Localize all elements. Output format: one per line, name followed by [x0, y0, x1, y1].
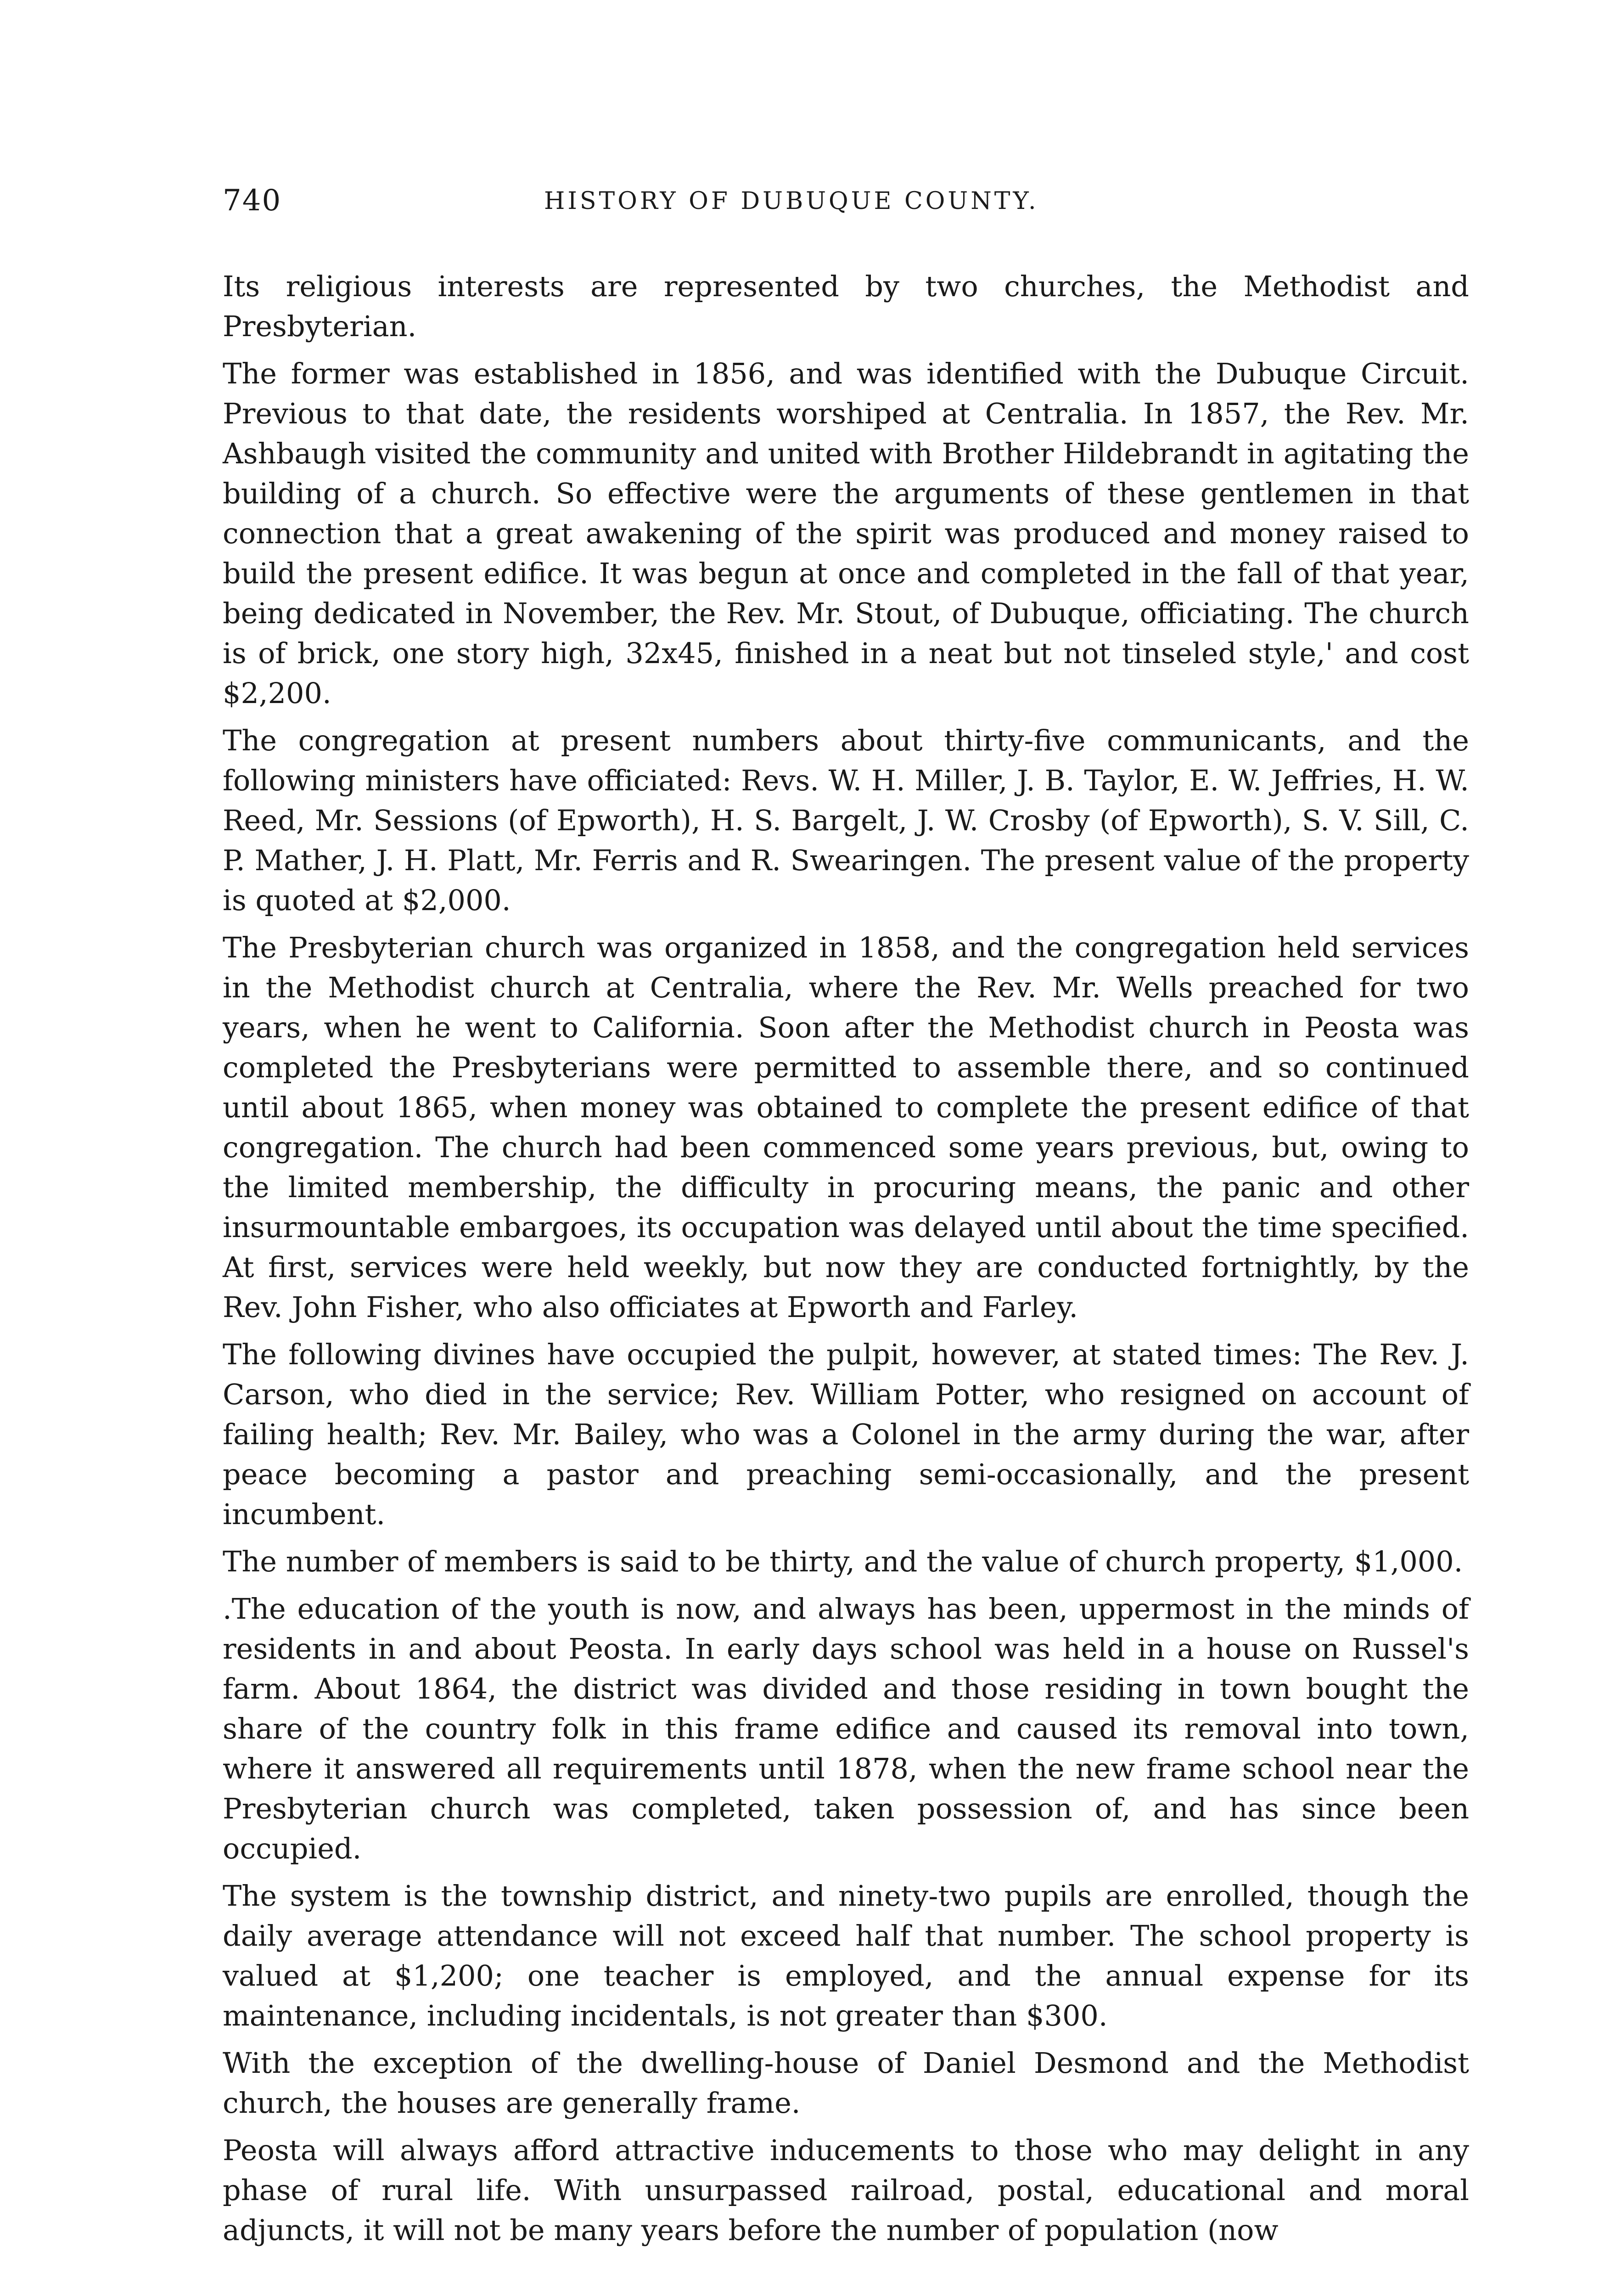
paragraph: .The education of the youth is now, and always has been, uppermost in the minds of residents in and about Peosta. In early days school was held in a house on Russel's farm. About 1864, the district was divided and those residing in town bought the share of the country folk in this frame edifice and caused its removal into town, where it answered all requirements until 1878, when the new frame school near the Presbyterian church was completed, taken possession of, and has since been occupied. [223, 1592, 1469, 1865]
paragraph: Its religious interests are represented by two churches, the Methodist and Presbyterian. [223, 270, 1469, 343]
page-number: 740 [223, 184, 282, 218]
page-header [223, 184, 1469, 239]
paragraph: The Presbyterian church was organized in 1858, and the congregation held services in the Methodist church at Centralia, where the Rev. Mr. Wells preached for two years, when he went to California. Soon after the Methodist church in Peosta was completed the Presbyterians were permitted to assemble there, and so continued until about 1865, when money was obtained to complete the present edifice of that congregation. The church had been commenced some years previous, but, owing to the limited membership, the difficulty in procuring means, the panic and other insurmountable embargoes, its occupation was delayed until about the time specified. At first, services were held weekly, but now they are conducted fortnightly, by the Rev. John Fisher, who also officiates at Epworth and Farley. [223, 931, 1469, 1324]
page [223, 184, 1469, 2257]
paragraph: The former was established in 1856, and was identified with the Dubuque Circuit. Previous to that date, the residents worshiped at Centralia. In 1857, the Rev. Mr. Ashbaugh visited the community and united with Brother Hildebrandt in agitating the building of a church. So effective were the arguments of these gentlemen in that connection that a great awakening of the spirit was produced and money raised to build the present edifice. It was begun at once and completed in the fall of that year, being dedicated in November, the Rev. Mr. Stout, of Dubuque, officiating. The church is of brick, one story high, 32x45, finished in a neat but not tinseled style,' and cost $2,200. [223, 357, 1469, 710]
paragraph: With the exception of the dwelling-house of Daniel Desmond and the Methodist church, the houses are generally frame. [223, 2046, 1469, 2120]
paragraph: The following divines have occupied the pulpit, however, at stated times: The Rev. J. Carson, who died in the service; Rev. William Potter, who resigned on account of failing health; Rev. Mr. Bailey, who was a Colonel in the army during the war, after peace becoming a pastor and preaching semi-occasionally, and the present incumbent. [223, 1338, 1469, 1531]
paragraph: The congregation at present numbers about thirty-five communicants, and the following ministers have officiated: Revs. W. H. Miller, J. B. Taylor, E. W. Jeffries, H. W. Reed, Mr. Sessions (of Epworth), H. S. Bargelt, J. W. Crosby (of Epworth), S. V. Sill, C. P. Mather, J. H. Platt, Mr. Ferris and R. Swearingen. The present value of the property is quoted at $2,000. [223, 724, 1469, 917]
paragraph: Peosta will always afford attractive inducements to those who may delight in any phase of rural life. With unsurpassed railroad, postal, educational and moral adjuncts, it will not be many years before the number of population (now [223, 2133, 1469, 2247]
paragraph: The system is the township district, and ninety-two pupils are enrolled, though the daily average attendance will not exceed half that number. The school property is valued at $1,200; one teacher is employed, and the annual expense for its maintenance, including incidentals, is not greater than $300. [223, 1879, 1469, 2032]
running-title: HISTORY OF DUBUQUE COUNTY. [544, 187, 1039, 215]
paragraph: The number of members is said to be thirty, and the value of church property, $1,000. [223, 1545, 1463, 1578]
page-body [223, 266, 1469, 2250]
